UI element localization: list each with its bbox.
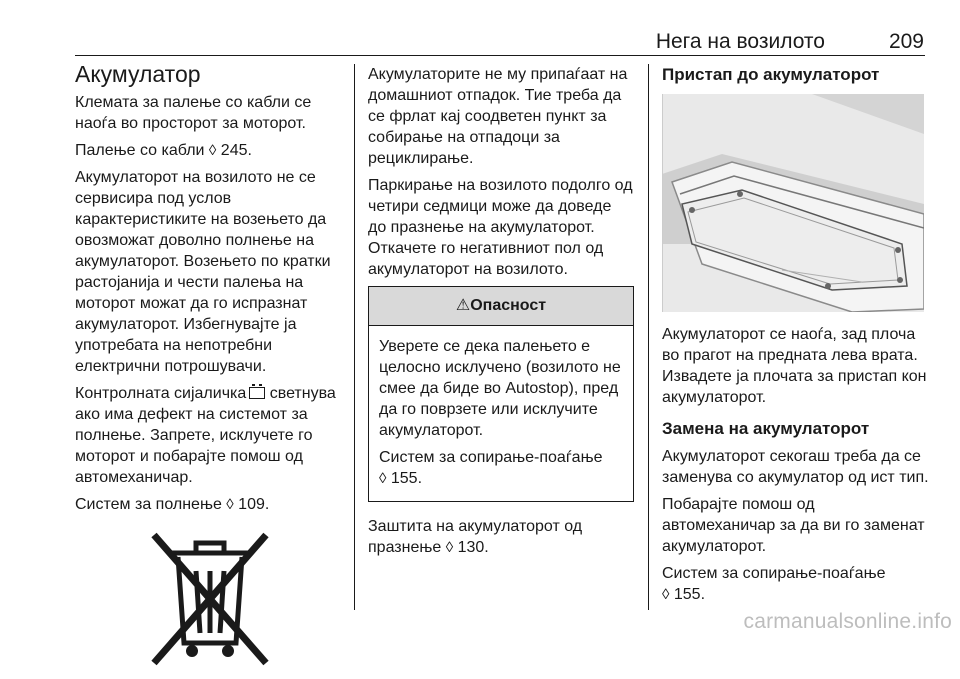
column-battery [75,60,343,673]
page-ref[interactable]: 130. [453,539,489,556]
ref-text: Заштита на акумулаторот од празнење [368,518,583,556]
paragraph-warning-light [75,383,343,488]
paragraph-disposal: Акумулаторите не му припаѓаат на домашниот отпадок. Тие треба да се фрлат кај соодветен пункт за собирање на отпадоци за рециклирање. [368,66,628,167]
danger-header [369,287,633,326]
battery-warning-icon [249,387,265,399]
page-ref[interactable]: 109. [233,496,270,513]
danger-ref [379,447,625,489]
section-heading-battery: Акумулатор [75,61,201,87]
reference-arrow-icon: ◊ [226,496,234,513]
column-divider-left [354,64,355,610]
ref-text: Систем за сопирање-поаѓање [379,449,603,466]
paragraph-charging-ref [75,494,343,515]
column-access [662,64,930,611]
danger-text: Уверете се дека палењето е целосно исклучено (возилото не смее да биде во Autostop), пред да го поврзете или исклучите акумулаторот. [379,338,621,439]
page-ref[interactable]: 155. [386,470,423,487]
danger-body [369,326,633,501]
header-rule [75,55,925,56]
reference-arrow-icon: ◊ [445,539,454,556]
watermark: carmanualsonline.info [743,610,952,633]
section-heading-replacement: Замена на акумулаторот [662,419,870,438]
danger-title: Опасност [470,297,547,314]
paragraph-maintenance-free: Акумулаторот на возилото не се сервисира под услов карактеристиките на возењето да овозможат доволно полнење на акумулаторот. Возењето по кратки растојанија и чести палења на моторот можат да го испразнат акумулаторот. Избегнувајте ја употребата на непотребни електрични потрошувачи. [75,169,331,375]
door-sill-photo [662,94,924,312]
warning-light-text: Контролната сијаличка [75,385,247,402]
paragraph-location: Акумулаторот се наоѓа, зад плоча во прагот на предната лева врата. Извадете ја плочата за пристап кон акумулаторот. [662,326,927,406]
page-header-title: Нега на возилото [655,30,825,53]
reference-arrow-icon: ◊ [662,586,670,603]
paragraph-stop-start-ref [662,563,930,605]
page-number: 209 [888,30,924,53]
page-ref[interactable]: 245. [216,142,252,159]
paragraph-workshop: Побарајте помош од автомеханичар за да ви го заменат акумулаторот. [662,496,925,555]
reference-arrow-icon: ◊ [379,470,387,487]
paragraph-same-type: Акумулаторот секогаш треба да се заменува со акумулатор од ист тип. [662,448,929,486]
danger-box [368,286,634,502]
paragraph-disconnect: Откачете го негативниот пол од акумулаторот на возилото. [368,240,604,278]
paragraph-discharge-ref [368,516,634,558]
column-disposal [368,64,634,564]
paragraph-parking: Паркирање на возилото подолго од четири седмици може да доведе до празнење на акумулаторот. [368,177,633,236]
ref-text: Систем за сопирање-поаѓање [662,565,886,582]
crossed-bin-icon [140,525,280,673]
paragraph-jump-start-ref [75,140,343,161]
reference-arrow-icon: ◊ [208,142,217,159]
warning-triangle-icon: ⚠ [455,297,471,314]
section-heading-access: Пристап до акумулаторот [662,65,880,84]
paragraph-jump-terminal: Клемата за палење со кабли се наоѓа во просторот за моторот. [75,94,312,132]
warning-light-text-cont: светнува ако има дефект на системот за полнење. Запрете, исклучете го моторот и побарајте помош од автомеханичар. [75,385,336,486]
column-divider-right [648,64,649,610]
ref-text: Палење со кабли [75,142,209,159]
page-ref[interactable]: 155. [669,586,706,603]
ref-text: Систем за полнење [75,496,227,513]
